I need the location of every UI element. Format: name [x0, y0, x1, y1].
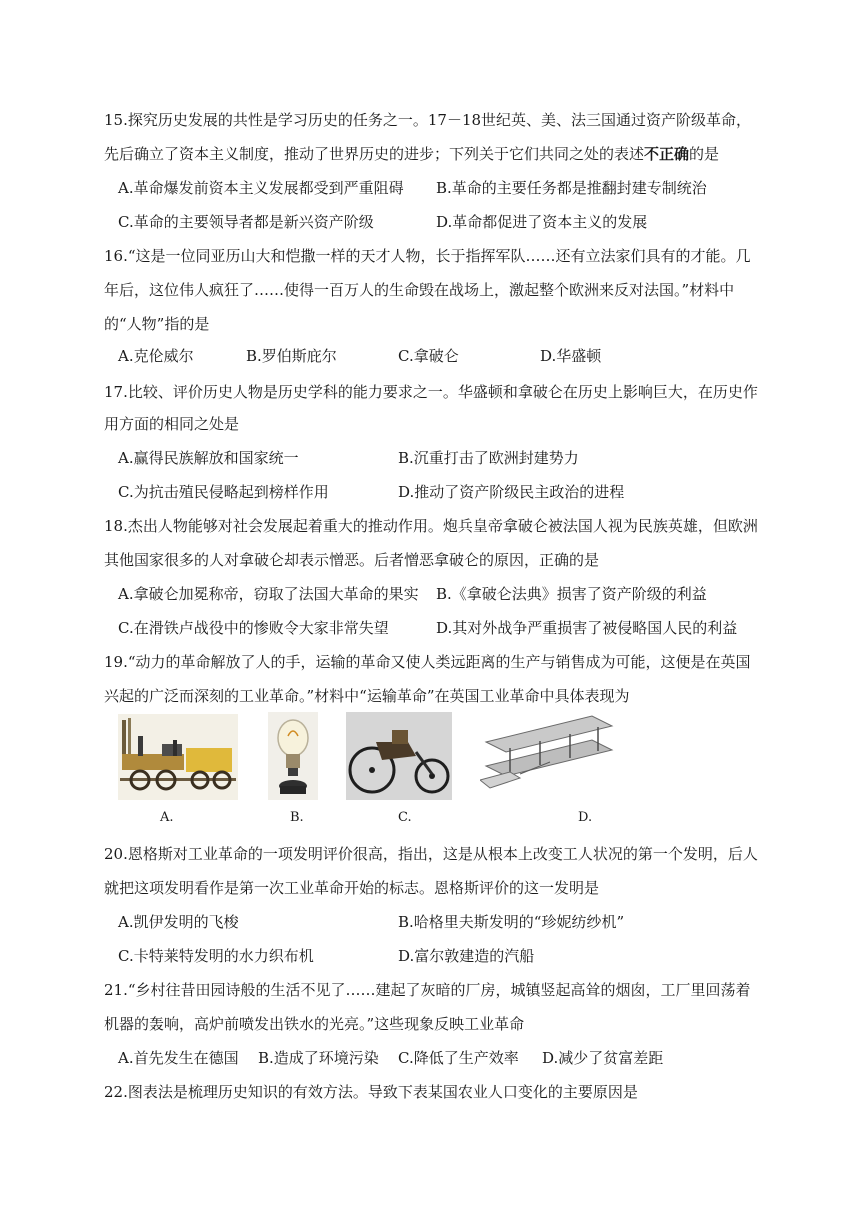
q15-option-b: B.革命的主要任务都是推翻封建专制统治 — [436, 179, 707, 197]
q16-stem-line1: 16.“这是一位同亚历山大和恺撒一样的天才人物，长于指挥军队……还有立法家们具有的才能。几 — [104, 247, 751, 265]
q15-option-a: A.革命爆发前资本主义发展都受到严重阻碍 — [118, 179, 404, 197]
early-car-image — [346, 712, 452, 800]
q17-option-b: B.沉重打击了欧洲封建势力 — [398, 449, 579, 467]
q21-option-d: D.减少了贫富差距 — [542, 1049, 664, 1067]
q17-stem-line1: 17.比较、评价历史人物是历史学科的能力要求之一。华盛顿和拿破仑在历史上影响巨大，在历史作 — [104, 383, 758, 401]
q19-option-a: A. — [160, 810, 174, 825]
q15-stem-line2 — [104, 144, 719, 164]
q20-stem-line1: 20.恩格斯对工业革命的一项发明评价很高，指出，这是从根本上改变工人状况的第一个发明，后人 — [104, 845, 758, 863]
q15-option-c: C.革命的主要领导者都是新兴资产阶级 — [118, 213, 374, 231]
q16-option-a: A.克伦威尔 — [118, 347, 194, 365]
light-bulb-image — [268, 712, 318, 800]
q22-stem-line1: 22.图表法是梳理历史知识的有效方法。导致下表某国农业人口变化的主要原因是 — [104, 1083, 638, 1101]
q21-option-c: C.降低了生产效率 — [398, 1049, 519, 1067]
q21-stem-line1: 21.“乡村往昔田园诗般的生活不见了……建起了灰暗的厂房，城镇竖起高耸的烟囱，工厂里回荡着 — [104, 981, 751, 999]
q21-stem-line2: 机器的轰响，高炉前喷发出铁水的光亮。”这些现象反映工业革命 — [104, 1015, 525, 1033]
biplane-image — [480, 712, 618, 800]
q19-stem-line2: 兴起的广泛而深刻的工业革命。”材料中“运输革命”在英国工业革命中具体表现为 — [104, 687, 630, 705]
q19-stem-line1: 19.“动力的革命解放了人的手，运输的革命又使人类远距离的生产与销售成为可能，这便是在英国 — [104, 653, 751, 671]
q16-option-b: B.罗伯斯庇尔 — [246, 347, 337, 365]
q18-option-b: B.《拿破仑法典》损害了资产阶级的利益 — [436, 585, 707, 603]
q20-stem-line2: 就把这项发明看作是第一次工业革命开始的标志。恩格斯评价的这一发明是 — [104, 879, 600, 897]
q15-emphasis: 不正确 — [644, 145, 690, 163]
q21-option-b: B.造成了环境污染 — [258, 1049, 379, 1067]
q17-option-a: A.赢得民族解放和国家统一 — [118, 449, 299, 467]
locomotive-image — [118, 714, 238, 800]
q17-stem-line2: 用方面的相同之处是 — [104, 415, 240, 433]
q16-option-d: D.华盛顿 — [540, 347, 602, 365]
q15-option-d: D.革命都促进了资本主义的发展 — [436, 213, 648, 231]
q21-option-a: A.首先发生在德国 — [118, 1049, 239, 1067]
q19-option-b: B. — [290, 810, 304, 825]
q17-option-d: D.推动了资产阶级民主政治的进程 — [398, 483, 625, 501]
q15-stem-end: 的是 — [689, 145, 720, 163]
locomotive-icon — [118, 714, 238, 800]
q19-option-c: C. — [398, 810, 412, 825]
q20-option-a: A.凯伊发明的飞梭 — [118, 913, 239, 931]
q17-option-c: C.为抗击殖民侵略起到榜样作用 — [118, 483, 329, 501]
q16-stem-line2: 年后，这位伟人疯狂了……使得一百万人的生命毁在战场上，激起整个欧洲来反对法国。”材料中 — [104, 281, 735, 299]
q20-option-d: D.富尔敦建造的汽船 — [398, 947, 535, 965]
q18-option-c: C.在滑铁卢战役中的惨败令大家非常失望 — [118, 619, 389, 637]
biplane-icon — [480, 712, 618, 800]
q20-option-c: C.卡特莱特发明的水力织布机 — [118, 947, 314, 965]
early-car-icon — [346, 712, 452, 800]
q18-stem-line2: 其他国家很多的人对拿破仑却表示憎恶。后者憎恶拿破仑的原因，正确的是 — [104, 551, 600, 569]
q19-option-d: D. — [578, 810, 593, 825]
q18-option-d: D.其对外战争严重损害了被侵略国人民的利益 — [436, 619, 738, 637]
q15-stem-text: 先后确立了资本主义制度，推动了世界历史的进步；下列关于它们共同之处的表述 — [104, 145, 645, 163]
q16-option-c: C.拿破仑 — [398, 347, 459, 365]
q20-option-b: B.哈格里夫斯发明的“珍妮纺纱机” — [398, 913, 625, 931]
q15-stem-line1: 15.探究历史发展的共性是学习历史的任务之一。17－18世纪英、美、法三国通过资产阶级革命， — [104, 111, 752, 129]
q18-stem-line1: 18.杰出人物能够对社会发展起着重大的推动作用。炮兵皇帝拿破仑被法国人视为民族英雄，但欧洲 — [104, 517, 758, 535]
light-bulb-icon — [268, 712, 318, 800]
q16-stem-line3: 的“人物”指的是 — [104, 315, 210, 333]
q18-option-a: A.拿破仑加冕称帝，窃取了法国大革命的果实 — [118, 585, 419, 603]
